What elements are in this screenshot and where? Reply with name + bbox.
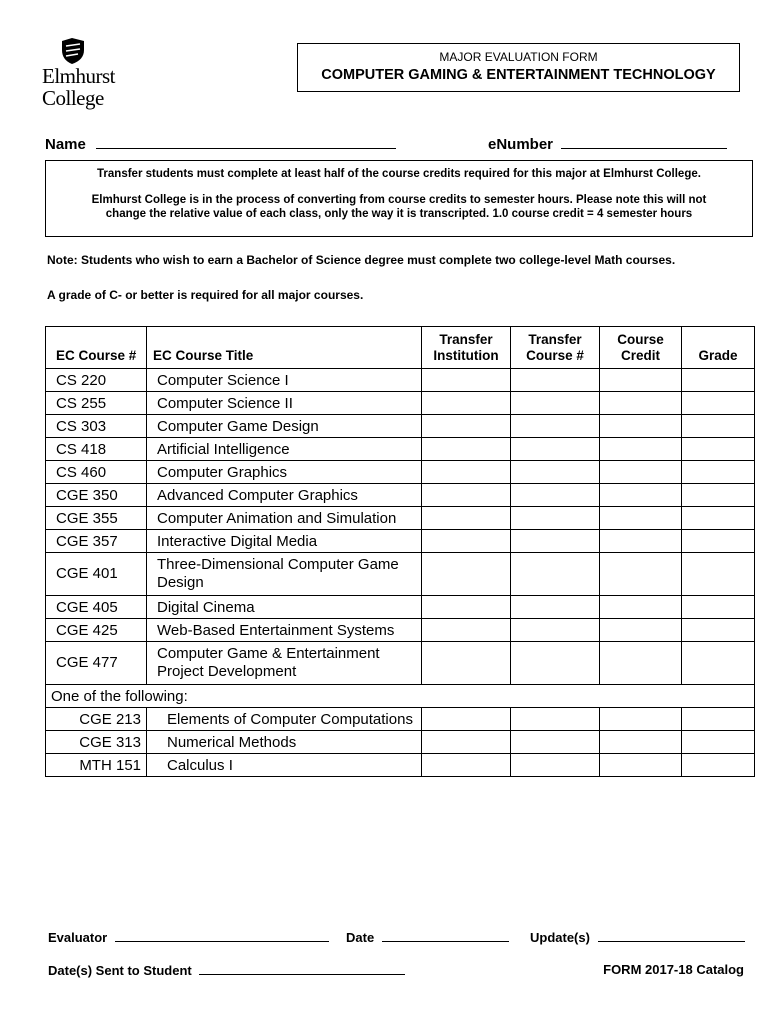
- grade-cell[interactable]: [682, 731, 755, 754]
- grade-cell[interactable]: [682, 392, 755, 415]
- course-title: Numerical Methods: [147, 731, 422, 754]
- course-num: CGE 405: [46, 596, 147, 619]
- table-row: [46, 507, 755, 530]
- date-field: [346, 929, 509, 945]
- transfer-note: Transfer students must complete at least half of the course credits required for this major at Elmhurst College.: [97, 168, 701, 180]
- table-row: [46, 484, 755, 507]
- evaluator-input-line[interactable]: [115, 929, 329, 942]
- table-row: [46, 596, 755, 619]
- transfer-institution-cell[interactable]: [422, 553, 511, 596]
- elective-heading-row: [46, 685, 755, 708]
- enumber-field: [488, 134, 727, 153]
- course-num: CGE 425: [46, 619, 147, 642]
- transfer-institution-cell[interactable]: [422, 619, 511, 642]
- transfer-course-cell[interactable]: [511, 369, 600, 392]
- course-num: CGE 357: [46, 530, 147, 553]
- grade-cell[interactable]: [682, 461, 755, 484]
- transfer-institution-cell[interactable]: [422, 392, 511, 415]
- bs-note: Note: Students who wish to earn a Bachelor of Science degree must complete two college-level Math courses.: [47, 253, 676, 267]
- transfer-course-cell[interactable]: [511, 438, 600, 461]
- course-title: Elements of Computer Computations: [147, 708, 422, 731]
- credit-cell[interactable]: [600, 438, 682, 461]
- table-row: [46, 642, 755, 685]
- transfer-institution-cell[interactable]: [422, 596, 511, 619]
- transfer-course-cell[interactable]: [511, 507, 600, 530]
- evaluator-field: [48, 929, 329, 945]
- course-title: Three-Dimensional Computer Game Design: [147, 553, 422, 596]
- logo-line-2: College: [42, 86, 104, 110]
- header-grade: Grade: [682, 327, 755, 369]
- course-num: CS 255: [46, 392, 147, 415]
- credit-cell[interactable]: [600, 415, 682, 438]
- name-label: Name: [45, 136, 86, 153]
- grade-cell[interactable]: [682, 484, 755, 507]
- course-num: CS 220: [46, 369, 147, 392]
- transfer-institution-cell[interactable]: [422, 530, 511, 553]
- course-num: CS 460: [46, 461, 147, 484]
- course-num: CGE 313: [46, 731, 147, 754]
- transfer-course-cell[interactable]: [511, 415, 600, 438]
- course-num: CGE 213: [46, 708, 147, 731]
- table-row: [46, 619, 755, 642]
- grade-cell[interactable]: [682, 708, 755, 731]
- transfer-institution-cell[interactable]: [422, 708, 511, 731]
- course-title: Advanced Computer Graphics: [147, 484, 422, 507]
- table-row: [46, 438, 755, 461]
- college-shield-icon: [60, 38, 86, 64]
- transfer-institution-cell[interactable]: [422, 731, 511, 754]
- transfer-institution-cell[interactable]: [422, 754, 511, 777]
- transfer-institution-cell[interactable]: [422, 484, 511, 507]
- grade-cell[interactable]: [682, 438, 755, 461]
- table-row: [46, 369, 755, 392]
- grade-cell[interactable]: [682, 754, 755, 777]
- header-course-title: EC Course Title: [147, 327, 422, 369]
- conversion-line-2: change the relative value of each class, only the way it is transcripted. 1.0 course credit = 4 semester hours: [105, 208, 693, 220]
- credit-cell[interactable]: [600, 507, 682, 530]
- course-title: Computer Science I: [147, 369, 422, 392]
- table-row: [46, 461, 755, 484]
- updates-label: Update(s): [530, 930, 590, 945]
- course-num: CGE 355: [46, 507, 147, 530]
- header-course-credit: Course Credit: [600, 327, 682, 369]
- credit-cell[interactable]: [600, 392, 682, 415]
- transfer-course-cell[interactable]: [511, 461, 600, 484]
- transfer-course-cell[interactable]: [511, 619, 600, 642]
- sent-date-input-line[interactable]: [199, 962, 405, 975]
- header-course-num: EC Course #: [46, 327, 147, 369]
- date-label: Date: [346, 930, 375, 945]
- course-num: CGE 350: [46, 484, 147, 507]
- logo-line-1: Elmhurst: [42, 64, 115, 88]
- table-row: [46, 392, 755, 415]
- table-row: [46, 708, 755, 731]
- course-title: Computer Graphics: [147, 461, 422, 484]
- credit-cell[interactable]: [600, 553, 682, 596]
- transfer-institution-cell[interactable]: [422, 642, 511, 685]
- grade-note: A grade of C- or better is required for all major courses.: [47, 288, 364, 302]
- course-title: Digital Cinema: [147, 596, 422, 619]
- transfer-institution-cell[interactable]: [422, 507, 511, 530]
- conversion-line-1: Elmhurst College is in the process of converting from course credits to semester hours. Please note this will not: [91, 194, 707, 206]
- transfer-institution-cell[interactable]: [422, 438, 511, 461]
- elective-heading: One of the following:: [46, 685, 755, 708]
- transfer-course-cell[interactable]: [511, 708, 600, 731]
- transfer-course-cell[interactable]: [511, 530, 600, 553]
- college-logo: [40, 38, 140, 118]
- course-num: CGE 477: [46, 642, 147, 685]
- credit-cell[interactable]: [600, 619, 682, 642]
- course-num: CGE 401: [46, 553, 147, 596]
- date-input-line[interactable]: [382, 929, 509, 942]
- form-title-box: [297, 43, 740, 92]
- course-title: Computer Animation and Simulation: [147, 507, 422, 530]
- credit-cell[interactable]: [600, 754, 682, 777]
- transfer-course-cell[interactable]: [511, 754, 600, 777]
- transfer-course-cell[interactable]: [511, 731, 600, 754]
- credit-cell[interactable]: [600, 369, 682, 392]
- form-type: MAJOR EVALUATION FORM: [439, 50, 598, 64]
- evaluator-label: Evaluator: [48, 930, 108, 945]
- transfer-institution-cell[interactable]: [422, 461, 511, 484]
- transfer-institution-cell[interactable]: [422, 369, 511, 392]
- header-transfer-course: Transfer Course #: [511, 327, 600, 369]
- grade-cell[interactable]: [682, 642, 755, 685]
- transfer-course-cell[interactable]: [511, 642, 600, 685]
- form-id: FORM 2017-18 Catalog: [603, 962, 744, 977]
- transfer-institution-cell[interactable]: [422, 415, 511, 438]
- table-header-row: [46, 327, 755, 369]
- updates-input-line[interactable]: [598, 929, 745, 942]
- grade-cell[interactable]: [682, 530, 755, 553]
- course-title: Web-Based Entertainment Systems: [147, 619, 422, 642]
- grade-cell[interactable]: [682, 507, 755, 530]
- enumber-label: eNumber: [488, 136, 554, 153]
- table-row: [46, 754, 755, 777]
- enumber-input-line[interactable]: [561, 134, 727, 149]
- sent-date-label: Date(s) Sent to Student: [48, 963, 192, 978]
- table-row: [46, 553, 755, 596]
- credit-cell[interactable]: [600, 530, 682, 553]
- grade-cell[interactable]: [682, 596, 755, 619]
- course-num: CS 418: [46, 438, 147, 461]
- credit-cell[interactable]: [600, 596, 682, 619]
- grade-cell[interactable]: [682, 553, 755, 596]
- table-row: [46, 731, 755, 754]
- grade-cell[interactable]: [682, 369, 755, 392]
- transfer-course-cell[interactable]: [511, 553, 600, 596]
- transfer-course-cell[interactable]: [511, 484, 600, 507]
- program-title: COMPUTER GAMING & ENTERTAINMENT TECHNOLOGY: [321, 67, 716, 83]
- course-title: Calculus I: [147, 754, 422, 777]
- name-field: [45, 134, 396, 153]
- credit-cell[interactable]: [600, 642, 682, 685]
- course-num: MTH 151: [46, 754, 147, 777]
- info-box: [45, 160, 753, 237]
- course-title: Artificial Intelligence: [147, 438, 422, 461]
- transfer-course-cell[interactable]: [511, 392, 600, 415]
- name-input-line[interactable]: [96, 134, 396, 149]
- course-title: Interactive Digital Media: [147, 530, 422, 553]
- course-title: Computer Game Design: [147, 415, 422, 438]
- transfer-course-cell[interactable]: [511, 596, 600, 619]
- credit-cell[interactable]: [600, 731, 682, 754]
- credit-cell[interactable]: [600, 708, 682, 731]
- course-num: CS 303: [46, 415, 147, 438]
- course-table: [45, 326, 755, 777]
- sent-date-field: [48, 962, 405, 978]
- credit-cell[interactable]: [600, 484, 682, 507]
- header-transfer-institution: Transfer Institution: [422, 327, 511, 369]
- updates-field: [530, 929, 745, 945]
- table-row: [46, 415, 755, 438]
- grade-cell[interactable]: [682, 415, 755, 438]
- course-title: Computer Science II: [147, 392, 422, 415]
- table-row: [46, 530, 755, 553]
- credit-cell[interactable]: [600, 461, 682, 484]
- grade-cell[interactable]: [682, 619, 755, 642]
- course-title: Computer Game & Entertainment Project Development: [147, 642, 422, 685]
